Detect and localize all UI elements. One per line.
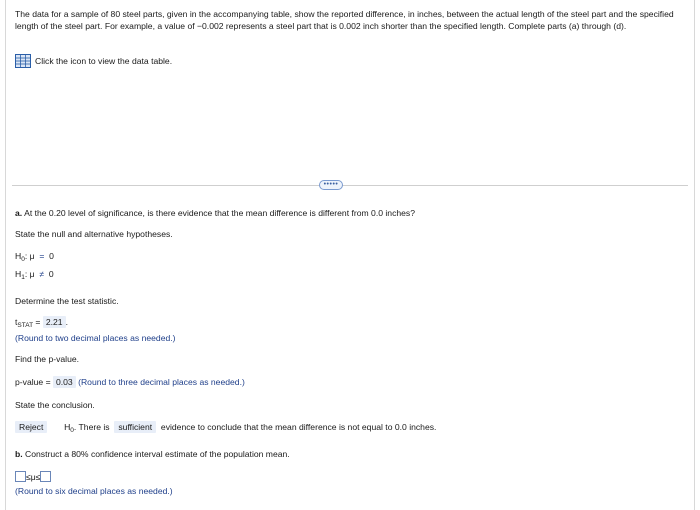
- conclusion-prompt: State the conclusion.: [15, 400, 95, 410]
- decision-dropdown[interactable]: Reject: [15, 421, 47, 433]
- part-a-question: [15, 208, 415, 218]
- test-statistic-line: $t_{STAT} = 2.21$ .: [15, 317, 68, 329]
- pvalue-answer[interactable]: 0.03: [53, 376, 76, 388]
- part-a-prefix: a.: [15, 208, 23, 218]
- problem-intro: The data for a sample of 80 steel parts, given in the accompanying table, show the reported difference, in inches, between the actual length of the steel part and the specified length of the steel part. For example, a value of −0.002 represents a steel part that is 0.002 inch shorter than the specified length. Complete parts (a) through (d).: [15, 9, 674, 31]
- part-a-question-text: At the 0.20 level of significance, is there evidence that the mean difference is different from 0.0 inches?: [22, 208, 416, 218]
- section-divider: [12, 185, 688, 186]
- confidence-interval-line: [15, 471, 51, 482]
- h0-value[interactable]: 0: [49, 251, 54, 261]
- pvalue-rounding-note: (Round to three decimal places as needed.): [78, 377, 245, 387]
- alternative-hypothesis: $H_1$: μ ≠ 0: [15, 269, 54, 281]
- lower-bound-input[interactable]: [15, 471, 26, 482]
- part-b-question: [15, 449, 290, 459]
- pvalue-line: p-value = 0.03 (Round to three decimal places as needed.): [15, 377, 245, 387]
- data-table-icon[interactable]: [15, 54, 31, 68]
- interval-rounding-note: (Round to six decimal places as needed.): [15, 486, 173, 496]
- data-table-link[interactable]: [15, 54, 172, 68]
- hypotheses-prompt: State the null and alternative hypotheses.: [15, 229, 173, 239]
- evidence-dropdown[interactable]: sufficient: [114, 421, 156, 433]
- data-table-link-text[interactable]: Click the icon to view the data table.: [35, 56, 173, 66]
- test-statistic-answer[interactable]: 2.21: [43, 316, 66, 328]
- h1-value[interactable]: 0: [48, 269, 54, 279]
- interval-symbol: ≤μ≤: [26, 472, 41, 482]
- test-statistic-rounding-note: (Round to two decimal places as needed.): [15, 333, 176, 343]
- expand-more-button[interactable]: •••••: [319, 180, 343, 190]
- pvalue-prompt: Find the p-value.: [15, 354, 80, 364]
- conclusion-line: Reject $H_0$. There is sufficient evidence to conclude that the mean difference is not equal to 0.0 inches.: [15, 421, 436, 434]
- upper-bound-input[interactable]: [40, 471, 51, 482]
- h0-operator[interactable]: =: [39, 251, 45, 261]
- part-b-question-text: Construct a 80% confidence interval estimate of the population mean.: [22, 449, 290, 459]
- null-hypothesis: $H_0$: μ = 0: [15, 251, 54, 263]
- test-statistic-prompt: Determine the test statistic.: [15, 296, 119, 306]
- part-b-prefix: b.: [15, 449, 23, 459]
- h1-operator[interactable]: ≠: [39, 269, 45, 279]
